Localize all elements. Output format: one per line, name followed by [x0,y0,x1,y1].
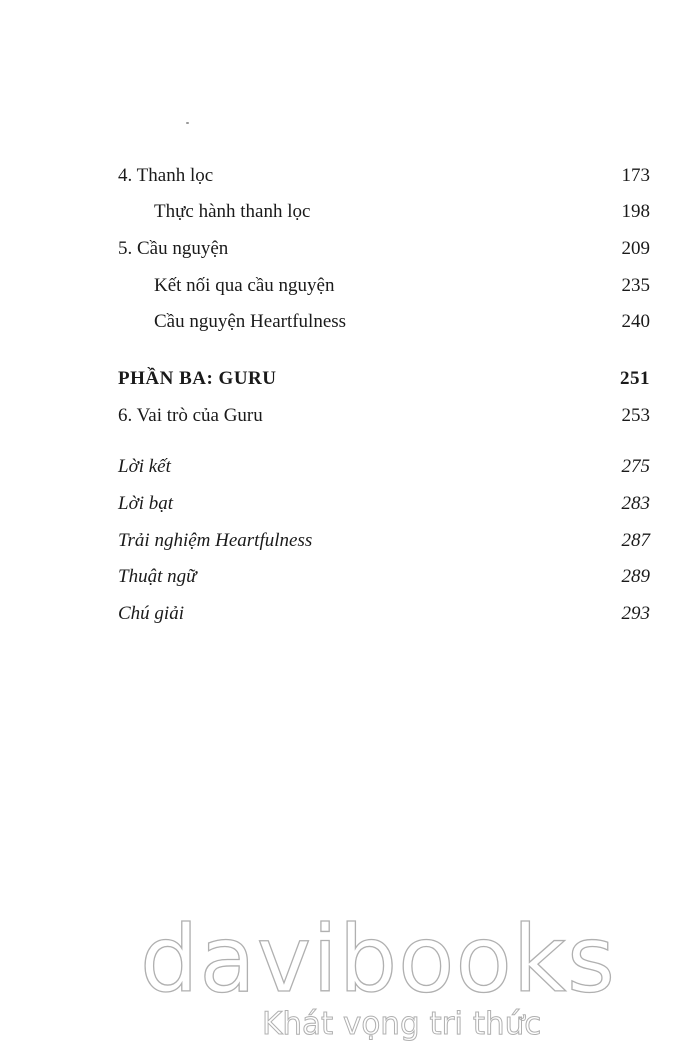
toc-entry-page: 173 [621,165,650,186]
toc-part-title: PHẦN BA: GURU [118,368,277,389]
watermark [0,906,700,1046]
toc-entry-page: 235 [621,275,650,296]
toc-entry-page: 289 [621,566,650,587]
toc-entry-title: 5. Cầu nguyện [118,238,229,259]
watermark-slogan: Khát vọng tri thức [262,1006,542,1042]
toc-entry-title: Cầu nguyện Heartfulness [154,311,347,332]
toc-entry-title: 6. Vai trò của Guru [118,405,263,426]
toc-entry-section[interactable] [118,309,650,335]
toc-entry-page: 283 [621,493,650,514]
toc-entry-back-matter[interactable] [118,528,650,554]
toc-entry-page: 275 [621,456,650,477]
toc-entry-chapter-6[interactable] [118,403,650,429]
toc-entry-title: Trải nghiệm Heartfulness [118,530,313,551]
toc-entry-back-matter[interactable] [118,564,650,590]
toc-entry-back-matter[interactable] [118,454,650,480]
toc-entry-page: 287 [621,530,650,551]
toc-entry-page: 198 [621,201,650,222]
toc-entry-page: 240 [621,311,650,332]
toc-entry-title: Thực hành thanh lọc [154,201,311,222]
toc-entry-title: Lời bạt [118,493,174,514]
toc-entry-back-matter[interactable] [118,601,650,627]
toc-entry-section[interactable] [118,273,650,299]
toc-part-heading[interactable] [118,366,650,392]
toc-entry-chapter-4[interactable] [118,163,650,189]
toc-entry-page: 293 [621,603,650,624]
toc-entry-title: Kết nối qua cầu nguyện [154,275,335,296]
toc-entry-title: 4. Thanh lọc [118,165,214,186]
toc-entry-page: 253 [621,405,650,426]
scan-speck [186,122,189,124]
toc-entry-back-matter[interactable] [118,491,650,517]
toc-entry-section[interactable] [118,199,650,225]
toc-entry-title: Chú giải [118,603,184,624]
toc-entry-title: Thuật ngữ [118,566,197,587]
toc-entry-chapter-5[interactable] [118,236,650,262]
watermark-brand: davibooks [140,906,616,1013]
toc-part-page: 251 [620,368,650,389]
toc-entry-title: Lời kết [118,456,171,477]
toc-entry-page: 209 [621,238,650,259]
